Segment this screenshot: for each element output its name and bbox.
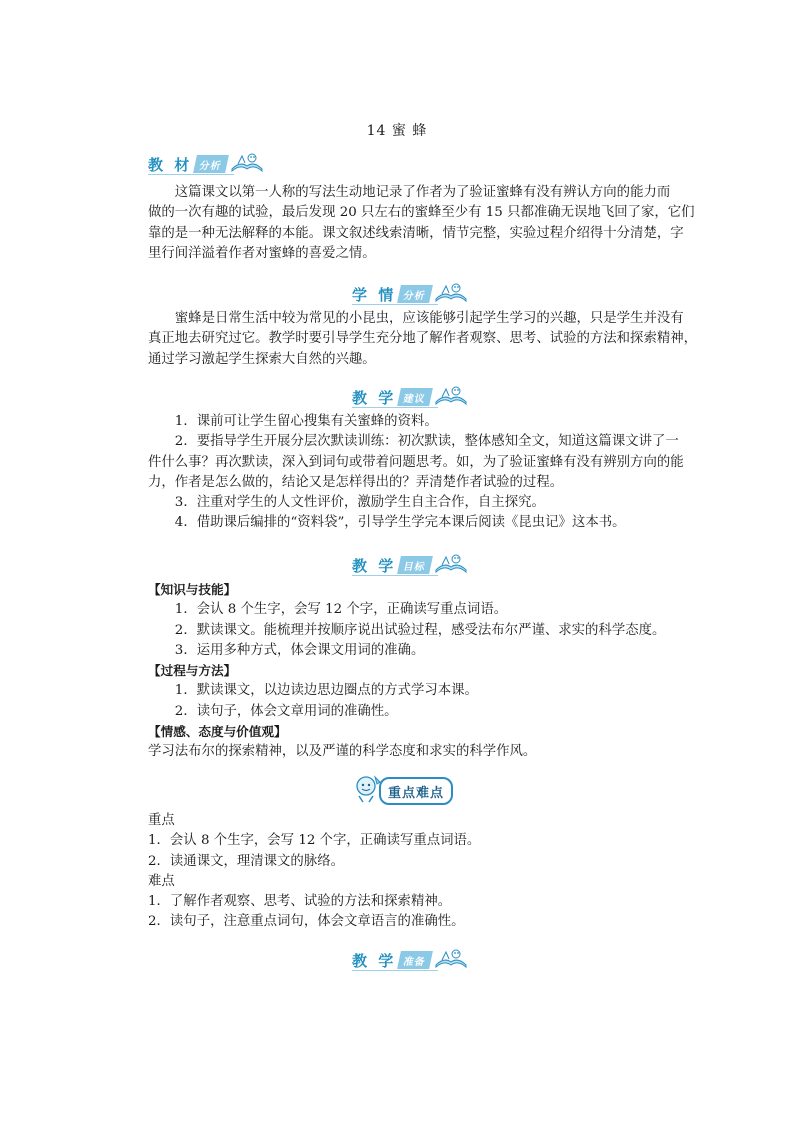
book-cartoon-icon xyxy=(230,151,264,177)
list-item: 3．注重对学生的人文性评价，激励学生自主合作，自主探究。 xyxy=(174,495,545,511)
text-line: 这篇课文以第一人称的写法生动地记录了作者为了验证蜜蜂有没有辨认方向的能力而 xyxy=(174,185,671,200)
header-underline xyxy=(148,174,234,175)
text-line: 做的一次有趣的试验，最后发现 20 只左右的蜜蜂至少有 15 只都准确无误地飞回了家，它们 xyxy=(148,205,695,221)
list-item: 2．默读课文。能梳理并按顺序说出试验过程，感受法布尔严谨、求实的科学态度。 xyxy=(174,622,666,638)
section-header-textbook xyxy=(148,151,264,177)
text-line: 件什么事？再次默读，深入到词句或带着问题思考。如，为了验证蜜蜂有没有辨别方向的能 xyxy=(148,454,684,470)
section-header-tab: 分析 xyxy=(397,285,433,303)
teaching-goals xyxy=(148,580,683,763)
section-header-main: 学 情 xyxy=(352,285,397,304)
textbook-analysis-paragraph xyxy=(148,183,695,264)
list-item: 1．会认 8 个生字，会写 12 个字，正确读写重点词语。 xyxy=(148,833,481,849)
section-header-tab: 准备 xyxy=(397,951,433,969)
section-header-label: 重点难点 xyxy=(379,777,453,805)
list-item: 1．课前可让学生留心搜集有关蜜蜂的资料。 xyxy=(174,414,438,429)
header-underline xyxy=(352,304,438,305)
subsection-title: 【知识与技能】 xyxy=(148,582,237,597)
section-header-tab: 目标 xyxy=(397,556,433,574)
list-item: 2．读句子，注意重点词句，体会文章语言的准确性。 xyxy=(148,914,465,930)
list-item: 2．读句子，体会文章用词的准确性。 xyxy=(174,703,398,719)
section-header-learning xyxy=(352,281,468,307)
header-underline xyxy=(352,407,438,408)
subsection-title: 【情感、态度与价值观】 xyxy=(148,724,287,740)
list-item: 2．要指导学生开展分层次默读训练：初次默读，整体感知全文，知道这篇课文讲了一 xyxy=(174,434,679,450)
lesson-title: 14 蜜 蜂 xyxy=(366,123,428,139)
section-header-key-points xyxy=(353,776,453,806)
teaching-suggestion-list xyxy=(148,412,683,534)
text-line: 力，作者是怎么做的，结论又是怎样得出的？弄清楚作者试验的过程。 xyxy=(148,474,564,490)
book-cartoon-icon xyxy=(434,384,468,410)
subsection-title: 重点 xyxy=(148,813,175,828)
book-cartoon-icon xyxy=(434,281,468,307)
section-header-goals xyxy=(352,552,468,578)
header-underline xyxy=(352,970,438,971)
book-cartoon-icon xyxy=(434,947,468,973)
section-header-main: 教 学 xyxy=(352,951,397,970)
list-item: 1．了解作者观察、思考、试验的方法和探索精神。 xyxy=(148,894,452,910)
list-item: 4．借助课后编排的“资料袋”，引导学生学完本课后阅读《昆虫记》这本书。 xyxy=(174,515,626,531)
text-line: 通过学习激起学生探索大自然的兴趣。 xyxy=(148,351,376,367)
section-header-main: 教 学 xyxy=(352,556,397,575)
text-line: 靠的是一种无法解释的本能。课文叙述线索清晰，情节完整，实验过程介绍得十分清楚，字 xyxy=(148,225,684,241)
subsection-title: 【过程与方法】 xyxy=(148,663,237,679)
section-header-suggestion xyxy=(352,384,468,410)
section-header-main: 教 学 xyxy=(352,388,397,407)
list-item: 1．默读课文，以边读边思边圈点的方式学习本课。 xyxy=(174,683,478,699)
list-item: 3．运用多种方式，体会课文用词的准确。 xyxy=(174,642,425,658)
book-cartoon-icon xyxy=(434,552,468,578)
list-item: 2．读通课文，理清课文的脉络。 xyxy=(148,853,344,869)
key-and-difficult-points xyxy=(148,811,683,933)
section-header-preparation xyxy=(352,947,468,973)
subsection-title: 难点 xyxy=(148,873,175,889)
learning-analysis-paragraph xyxy=(148,309,698,370)
text-line: 学习法布尔的探索精神，以及严谨的科学态度和求实的科学作风。 xyxy=(148,744,537,760)
list-item: 1．会认 8 个生字，会写 12 个字，正确读写重点词语。 xyxy=(174,602,508,618)
text-line: 蜜蜂是日常生活中较为常见的小昆虫，应该能够引起学生学习的兴趣，只是学生并没有 xyxy=(174,311,684,326)
header-underline xyxy=(352,575,438,576)
text-line: 里行间洋溢着作者对蜜蜂的喜爱之情。 xyxy=(148,245,376,261)
section-header-tab: 建议 xyxy=(397,388,433,406)
section-header-tab: 分析 xyxy=(193,155,229,173)
text-line: 真正地去研究过它。教学时要引导学生充分地了解作者观察、思考、试验的方法和探索精神， xyxy=(148,331,698,347)
section-header-main: 教 材 xyxy=(148,155,193,174)
